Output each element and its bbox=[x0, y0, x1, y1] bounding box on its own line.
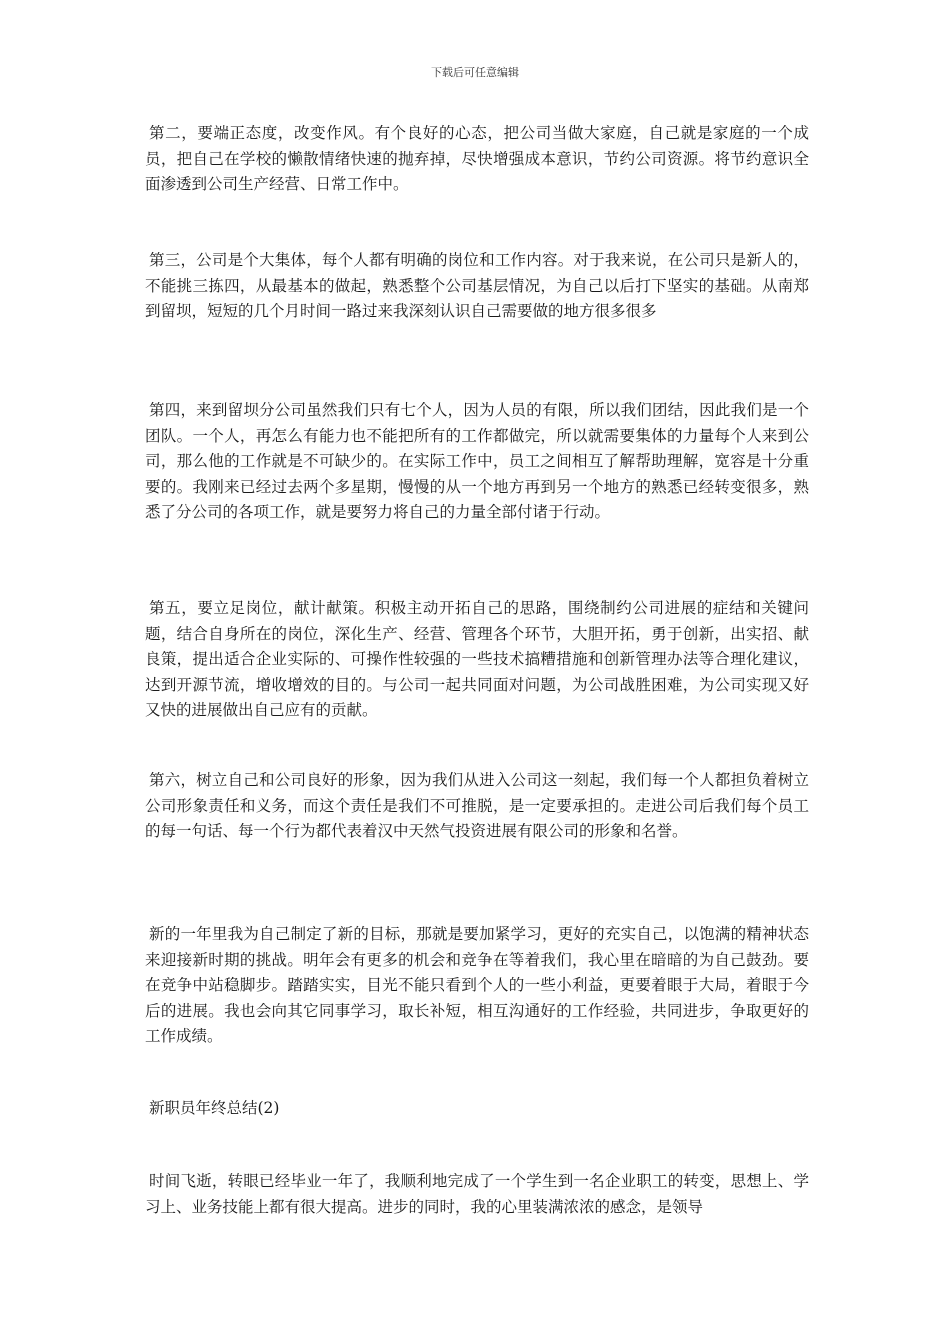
paragraph-new-year: 新的一年里我为自己制定了新的目标，那就是要加紧学习，更好的充实自己，以饱满的精神状态来迎接新时期的挑战。明年会有更多的机会和竞争在等着我们，我心里在暗暗的为自己鼓劲。要在竞争中站稳脚步。踏踏实实，目光不能只看到个人的一些小利益，更要着眼于大局，着眼于今后的进展。我也会向其它同事学习，取长补短，相互沟通好的工作经验，共同进步，争取更好的工作成绩。 bbox=[145, 925, 809, 1045]
section-title: 新职员年终总结(2) bbox=[149, 1099, 280, 1117]
paragraph-3: 第三，公司是个大集体，每个人都有明确的岗位和工作内容。对于我来说，在公司只是新人的，不能挑三拣四，从最基本的做起，熟悉整个公司基层情况，为自己以后打下坚实的基础。从南郑到留坝，短短的几个月时间一路过来我深刻认识自己需要做的地方很多很多 bbox=[145, 251, 809, 320]
paragraph-4: 第四，来到留坝分公司虽然我们只有七个人，因为人员的有限，所以我们团结，因此我们是一个团队。一个人，再怎么有能力也不能把所有的工作都做完，所以就需要集体的力量每个人来到公司，那么他的工作就是不可缺少的。在实际工作中，员工之间相互了解帮助理解，宽容是十分重要的。我刚来已经过去两个多星期，慢慢的从一个地方再到另一个地方的熟悉已经转变很多，熟悉了分公司的各项工作，就是要努力将自己的力量全部付诸于行动。 bbox=[145, 401, 809, 521]
paragraph-section2-intro: 时间飞逝，转眼已经毕业一年了，我顺利地完成了一个学生到一名企业职工的转变，思想上、学习上、业务技能上都有很大提高。进步的同时，我的心里装满浓浓的感念，是领导 bbox=[145, 1172, 809, 1216]
paragraph-2: 第二，要端正态度，改变作风。有个良好的心态，把公司当做大家庭，自己就是家庭的一个成员，把自己在学校的懒散情绪快速的抛弃掉，尽快增强成本意识，节约公司资源。将节约意识全面渗透到公司生产经营、日常工作中。 bbox=[145, 124, 809, 193]
page-header: 下载后可任意编辑 bbox=[431, 66, 519, 79]
paragraph-6: 第六，树立自己和公司良好的形象，因为我们从进入公司这一刻起，我们每一个人都担负着树立公司形象责任和义务，而这个责任是我们不可推脱，是一定要承担的。走进公司后我们每个员工的每一句话、每一个行为都代表着汉中天然气投资进展有限公司的形象和名誉。 bbox=[145, 771, 809, 840]
paragraph-5: 第五，要立足岗位，献计献策。积极主动开拓自己的思路，围绕制约公司进展的症结和关键问题，结合自身所在的岗位，深化生产、经营、管理各个环节，大胆开拓，勇于创新，出实招、献良策，提出适合企业实际的、可操作性较强的一些技术搞糟措施和创新管理办法等合理化建议，达到开源节流，增收增效的目的。与公司一起共同面对问题，为公司战胜困难，为公司实现又好又快的进展做出自己应有的贡献。 bbox=[145, 599, 809, 719]
